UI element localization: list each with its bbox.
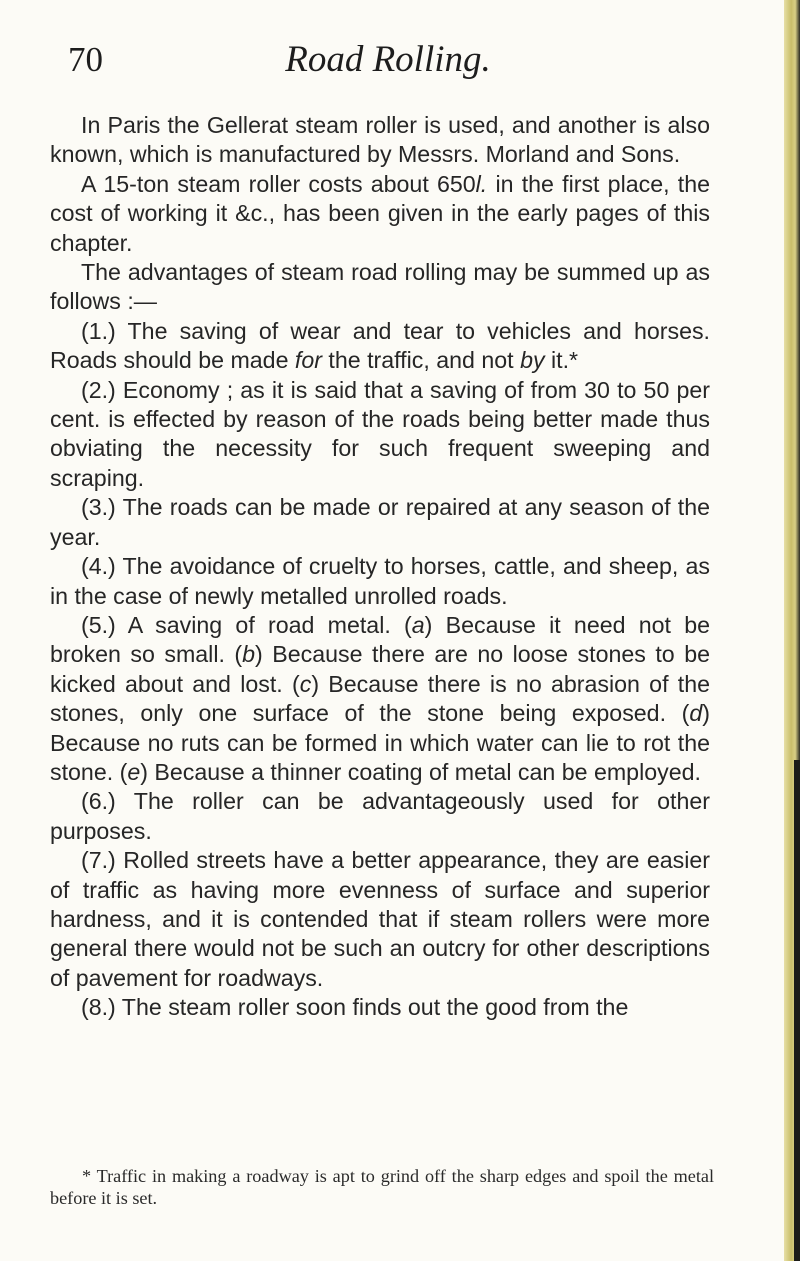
item-text: ) Because it need not be broken so small. ( [50,611,710,668]
sub-label: b [242,641,256,668]
page-header [68,40,708,90]
currency-unit: l. [475,170,488,197]
page-number: 70 [68,40,103,79]
sub-label: e [127,758,141,785]
list-item: (6.) The roller can be advantageously used for other purposes. [50,788,710,844]
italic-word: by [520,347,545,374]
item-text: ) Because a thinner coating of metal can be employed. [140,758,701,785]
list-item: (2.) Economy ; as it is said that a saving of from 30 to 50 per cent. is effected by reason of the roads being better made thus obviating the necessity for such frequent sweeping and scraping. [50,376,710,491]
sub-label: c [299,670,312,697]
list-item: (3.) The roads can be made or repaired at any season of the year. [50,494,710,550]
italic-word: for [294,347,322,374]
footnote [50,1166,714,1209]
body-text [50,111,710,1023]
list-item [50,611,710,787]
list-item: (7.) Rolled streets have a better appearance, they are easier of traffic as having more evenness of surface and superior hardness, and it is contended that if steam rollers were more general there would not be such an outcry for other descriptions of pavement for roadways. [50,847,710,991]
paragraph-text: A 15-ton steam roller costs about 650 [81,170,476,197]
item-text: ) Because there is no abrasion of the stones, only one surface of the stone being exposed. ( [50,670,711,727]
item-text: ) Because there are no loose stones to be kicked about and lost. ( [50,641,710,697]
running-title: Road Rolling. [285,39,491,80]
list-item: (8.) The steam roller soon finds out the good from the [81,994,629,1021]
page-edge-shadow [794,760,800,1261]
list-item: (4.) The avoidance of cruelty to horses, cattle, and sheep, as in the case of newly metalled unrolled roads. [50,553,710,609]
item-text: (5.) A saving of road metal. ( [81,611,412,638]
item-text: it.* [544,347,579,374]
sub-label: a [411,611,425,638]
item-text: (1.) The saving of wear and tear to vehicles and horses. Roads should be made [50,317,710,374]
item-text: the traffic, and not [321,347,521,374]
sub-label: d [689,700,703,727]
list-item [50,317,710,376]
item-text: ) Because no ruts can be formed in which water can lie to rot the stone. ( [50,700,710,785]
paragraph: In Paris the Gellerat steam roller is used, and another is also known, which is manufactured by Messrs. Morland and Sons. [50,112,710,168]
paragraph: The advantages of steam road rolling may be summed up as follows :— [50,259,710,315]
footnote-text: * Traffic in making a roadway is apt to grind off the sharp edges and spoil the metal before it is set. [50,1166,714,1208]
paragraph-text: in the first place, the cost of working it &c., has been given in the early pages of this chapter. [50,170,710,256]
paragraph [50,170,710,258]
